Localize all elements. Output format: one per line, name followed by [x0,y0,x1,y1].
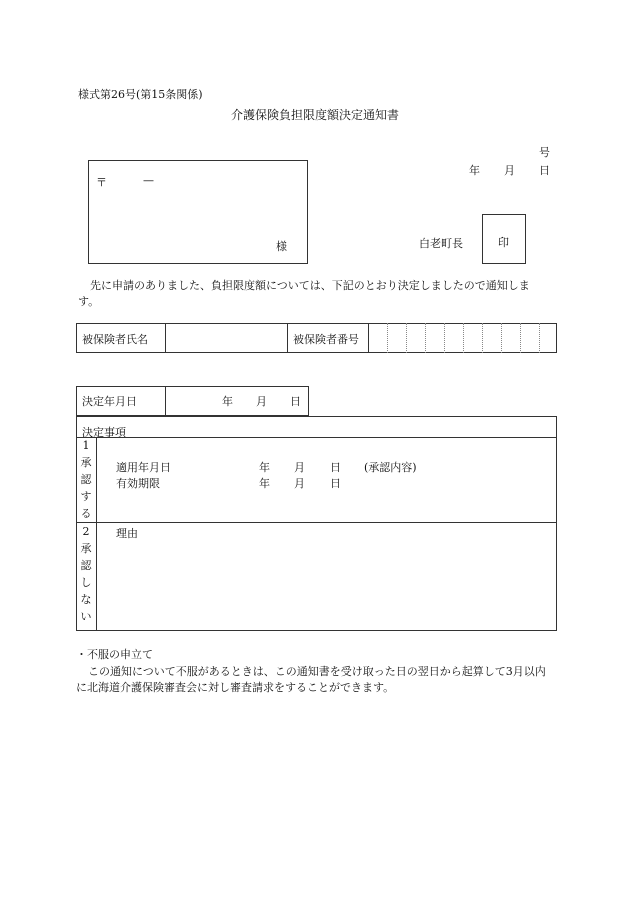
decision-year-label: 年 [222,395,233,408]
insured-name-label: 被保険者氏名 [82,333,148,346]
expiry-month-label: 月 [294,477,305,490]
issue-month-label: 月 [504,164,515,177]
decision-items-header: 決定事項 [82,426,126,439]
reason-label: 理由 [116,527,138,540]
honorific-label: 様 [276,240,287,253]
expiry-year-label: 年 [259,477,270,490]
insured-number-label: 被保険者番号 [293,333,359,346]
page-title: 介護保険負担限度額決定通知書 [231,108,400,122]
issuer-name: 白老町長 [419,237,463,250]
apply-day-label: 日 [330,461,341,474]
appeal-heading: ・不服の申立て [76,648,153,661]
seal-label: 印 [498,236,509,249]
approve-vertical-label: 1 承 認 す る [80,439,92,520]
postal-mark: 〒 [96,176,107,189]
apply-date-label: 適用年月日 [116,461,171,474]
deny-vertical-label: 2 承 認 し な い [80,525,92,623]
intro-text: 先に申請のありました、負担限度額については、下記のとおり決定しましたので通知します。 [78,279,530,308]
decision-day-label: 日 [290,395,301,408]
issue-number-suffix: 号 [539,146,550,159]
decision-items-table [76,416,557,631]
form-number: 様式第26号(第15条関係) [78,88,203,101]
expiry-label: 有効期限 [116,477,160,490]
apply-month-label: 月 [294,461,305,474]
postal-dash: — [143,174,154,187]
expiry-day-label: 日 [330,477,341,490]
approval-content-label: (承認内容) [364,461,417,474]
appeal-text: この通知について不服があるときは、この通知書を受け取った日の翌日から起算して3月以内に北海道介護保険審査会に対し審査請求をすることができます。 [76,665,546,694]
apply-year-label: 年 [259,461,270,474]
decision-month-label: 月 [256,395,267,408]
issue-year-label: 年 [469,164,480,177]
decision-date-label: 決定年月日 [82,395,137,408]
issue-day-label: 日 [539,164,550,177]
address-box [88,160,308,264]
